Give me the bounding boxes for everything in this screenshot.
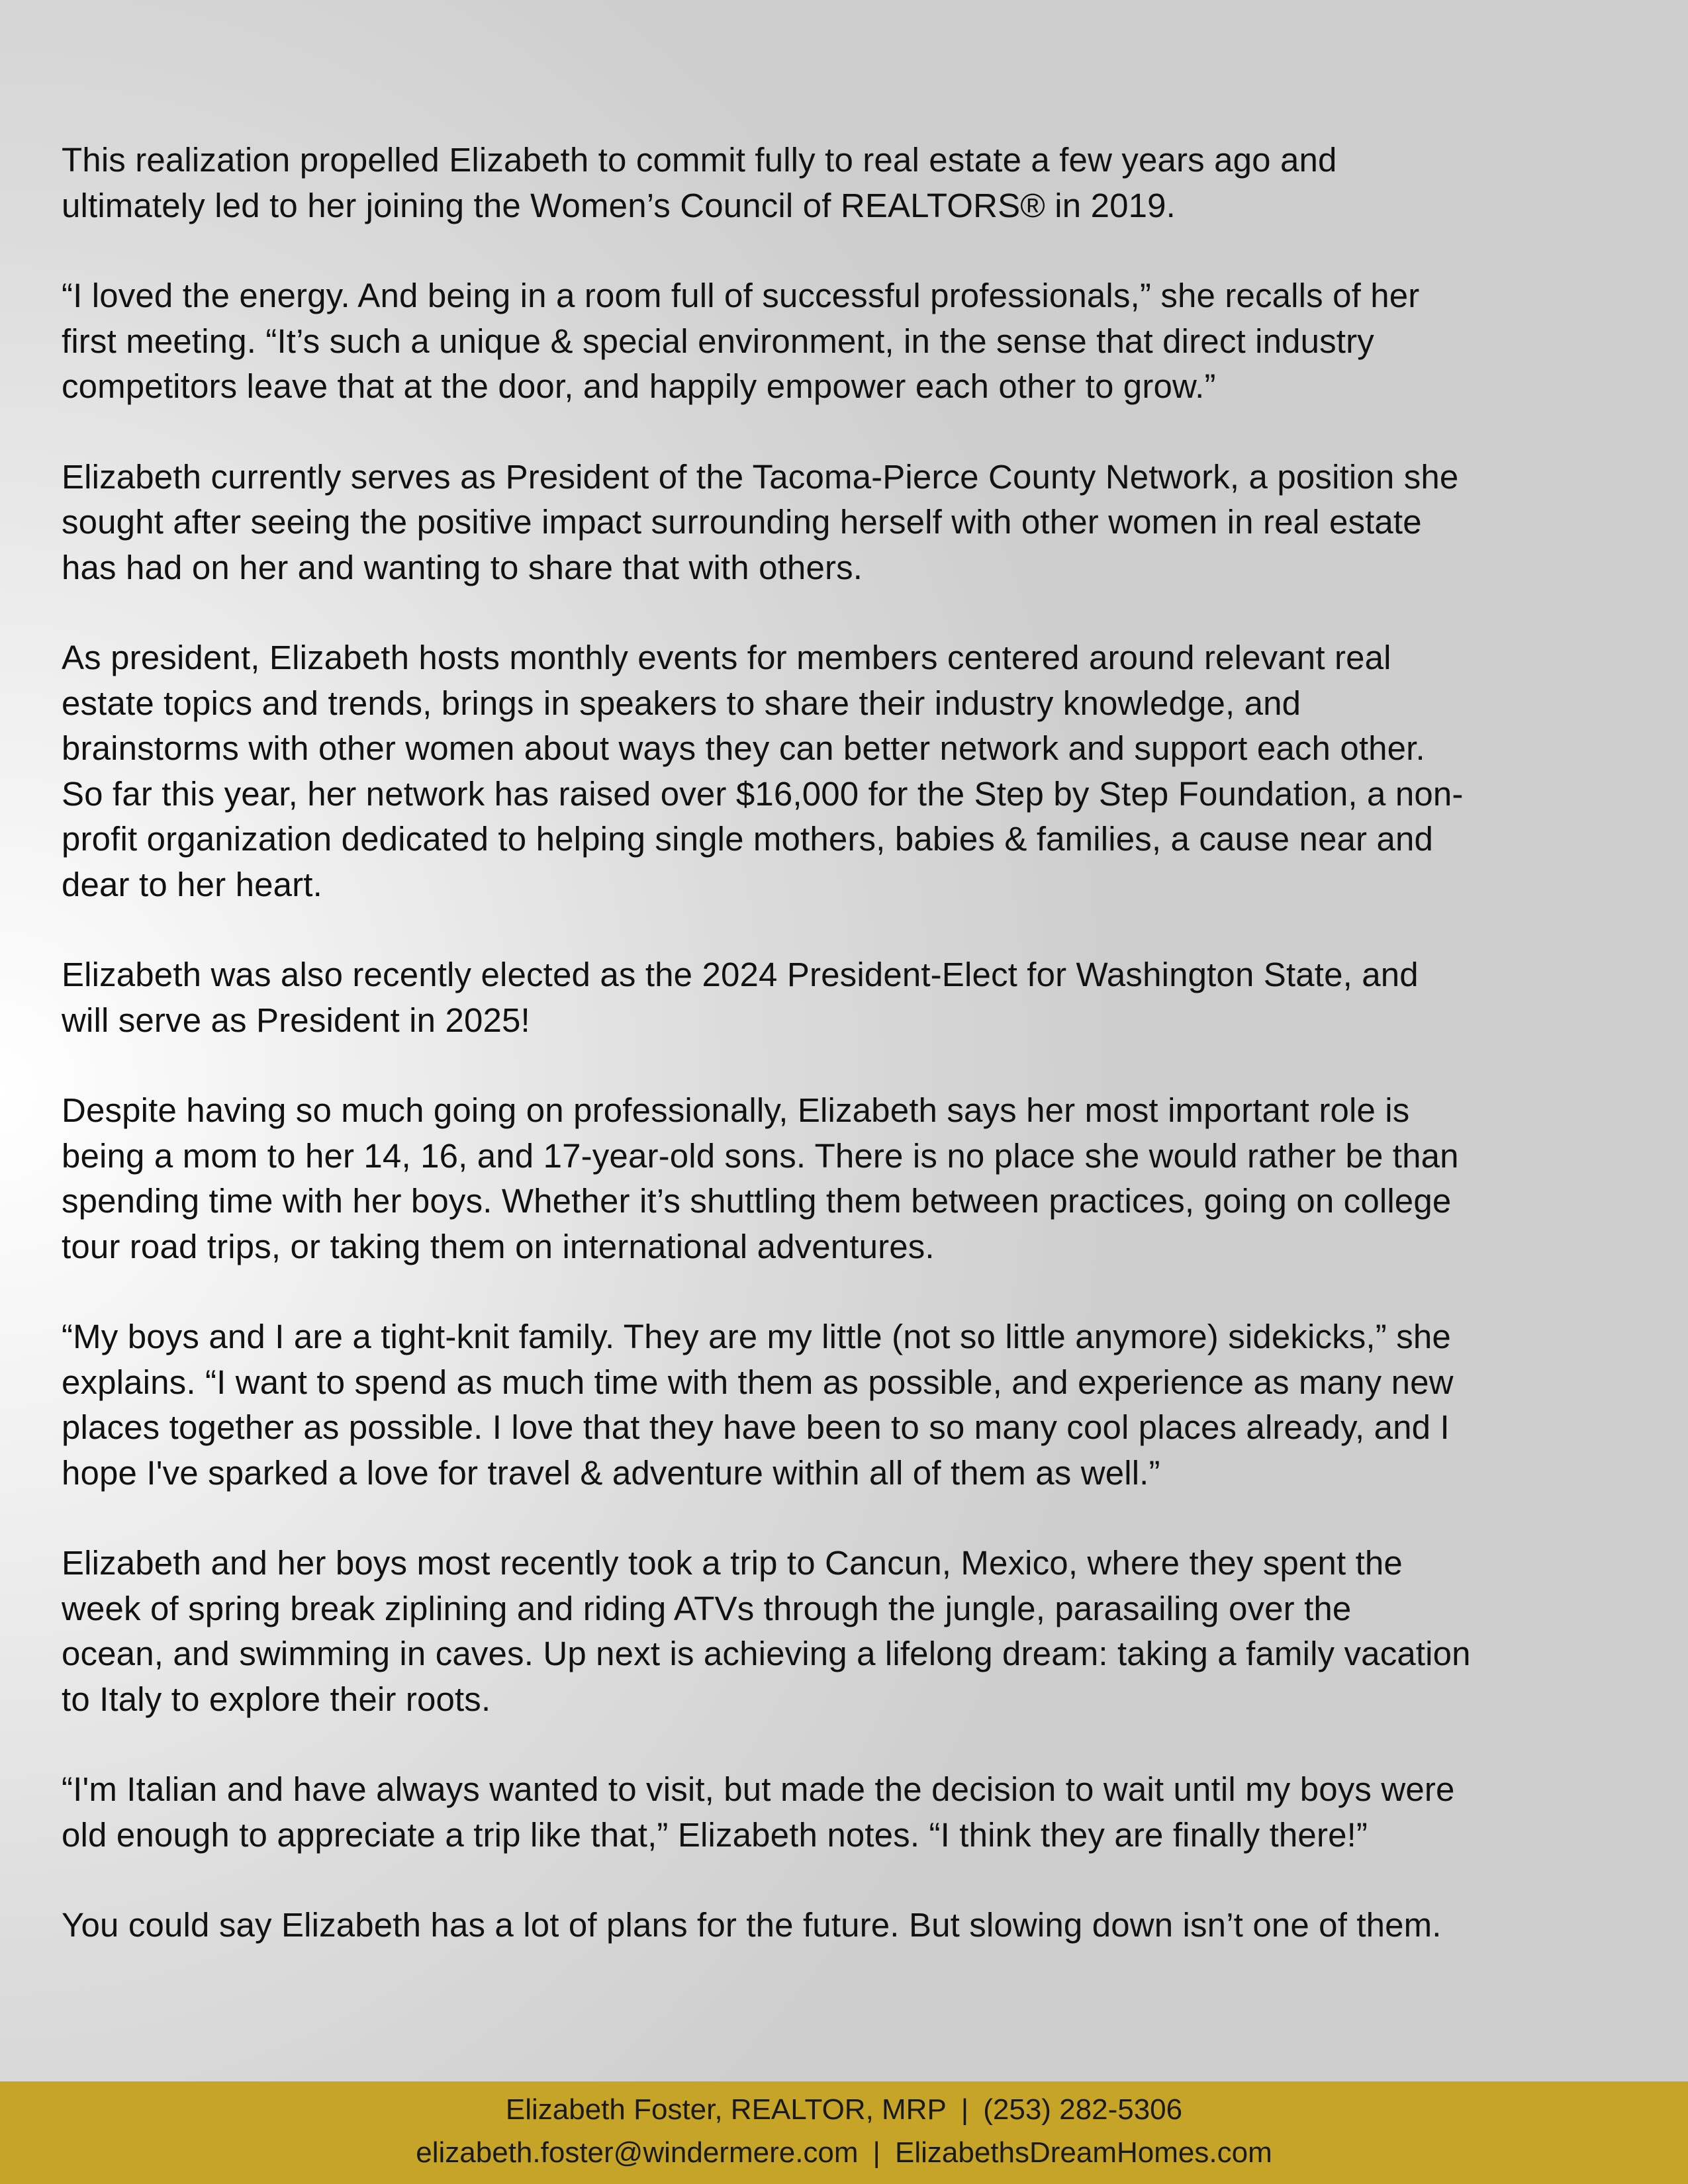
footer-separator: | <box>872 2136 880 2169</box>
footer-separator: | <box>961 2093 969 2126</box>
footer-contact-line <box>0 2091 1688 2129</box>
paragraph-1: This realization propelled Elizabeth to commit fully to real estate a few years ago and ultimately led to her joining the Women’s Council of REALTORS® in 2019. <box>62 141 1337 224</box>
paragraph-6: Despite having so much going on professionally, Elizabeth says her most important role is being a mom to her 14, 16, and 17-year-old sons. There is no place she would rather be than spending time with her boys. Whether it’s shuttling them between practices, going on college tour road trips, or taking them on international adventures. <box>62 1091 1459 1265</box>
paragraph-3: Elizabeth currently serves as President of the Tacoma-Pierce County Network, a position she sought after seeing the positive impact surrounding herself with other women in real estate has had on her and wanting to share that with others. <box>62 457 1459 586</box>
paragraph-2: “I loved the energy. And being in a room full of successful professionals,” she recalls of her first meeting. “It’s such a unique & special environment, in the sense that direct industry competitors leave that at the door, and happily empower each other to grow.” <box>62 277 1420 405</box>
phone-number[interactable]: (253) 282-5306 <box>983 2093 1183 2126</box>
paragraph-4: As president, Elizabeth hosts monthly events for members centered around relevant real estate topics and trends, brings in speakers to share their industry knowledge, and brainstorms with other women about ways they can better network and support each other. So far this year, her network has raised over $16,000 for the Step by Step Foundation, a non- profit organization dedicated to helping single mothers, babies & families, a cause near and dear to her heart. <box>62 639 1464 903</box>
paragraph-9: “I'm Italian and have always wanted to visit, but made the decision to wait until my boys were old enough to appreciate a trip like that,” Elizabeth notes. “I think they are finally there!” <box>62 1770 1455 1854</box>
paragraph-8: Elizabeth and her boys most recently took a trip to Cancun, Mexico, where they spent the week of spring break ziplining and riding ATVs through the jungle, parasailing over the ocean, and swimming in caves. Up next is achieving a lifelong dream: taking a family vacation to Italy to explore their roots. <box>62 1544 1471 1718</box>
paragraph-7: “My boys and I are a tight-knit family. They are my little (not so little anymore) sidekicks,” she explains. “I want to spend as much time with them as possible, and experience as many new places together as possible. I love that they have been to so many cool places already, and I hope I've sparked a love for travel & adventure within all of them as well.” <box>62 1318 1454 1492</box>
paragraph-10: You could say Elizabeth has a lot of plans for the future. But slowing down isn’t one of them. <box>62 1906 1442 1944</box>
agent-name-title: Elizabeth Foster, REALTOR, MRP <box>505 2093 947 2126</box>
website-link[interactable]: ElizabethsDreamHomes.com <box>894 2136 1272 2169</box>
article-body <box>62 138 1650 1993</box>
footer-web-line <box>0 2134 1688 2172</box>
contact-footer <box>0 2081 1688 2184</box>
email-link[interactable]: elizabeth.foster@windermere.com <box>416 2136 859 2169</box>
paragraph-5: Elizabeth was also recently elected as the 2024 President-Elect for Washington State, and will serve as President in 2025! <box>62 956 1419 1039</box>
